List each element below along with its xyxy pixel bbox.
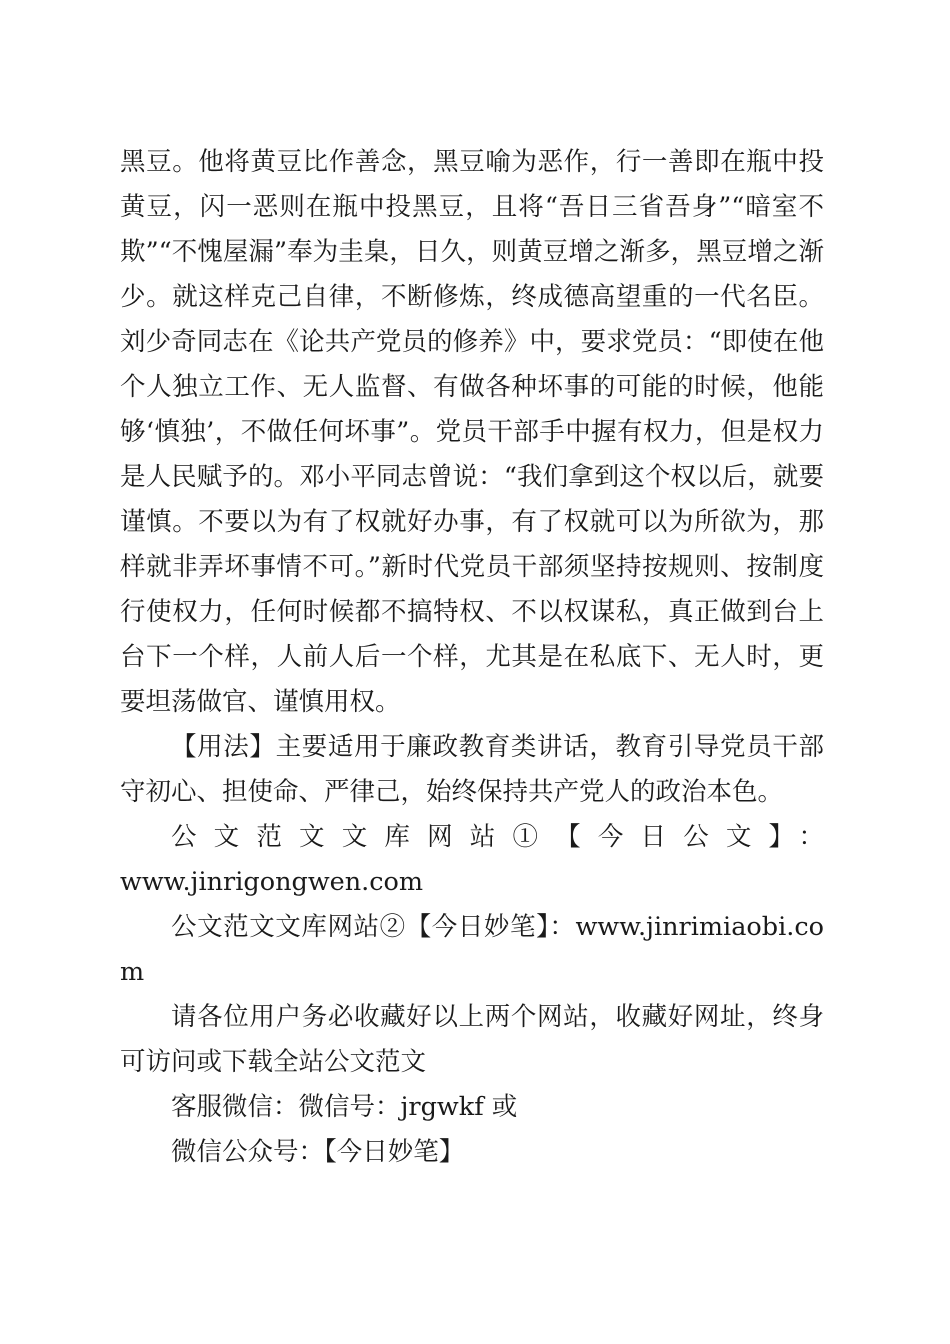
notice-paragraph: 请各位用户务必收藏好以上两个网站，收藏好网址，终身可访问或下载全站公文范文: [120, 1002, 824, 1077]
site1-url: www.jinrigongwen.com: [120, 867, 424, 897]
site2-line: 公文范文文库网站②【今日妙笔】：www.jinrimiaobi.com: [120, 912, 824, 987]
wechat-service-line: 客服微信：微信号：jrgwkf 或: [171, 1092, 518, 1122]
usage-paragraph: 【用法】主要适用于廉政教育类讲话，教育引导党员干部守初心、担使命、严律己，始终保持共产党人的政治本色。: [120, 732, 824, 807]
site1-label: 公文范文文库网站①【今日公文】：: [171, 822, 824, 852]
main-paragraph: 黑豆。他将黄豆比作善念，黑豆喻为恶作，行一善即在瓶中投黄豆，闪一恶则在瓶中投黑豆，且将“吾日三省吾身”“暗室不欺”“不愧屋漏”奉为圭臬，日久，则黄豆增之渐多，黑豆增之渐少。就这样克己自律，不断修炼，终成德高望重的一代名臣。刘少奇同志在《论共产党员的修养》中，要求党员：“即使在他个人独立工作、无人监督、有做各种坏事的可能的时候，他能够‘慎独’，不做任何坏事”。党员干部手中握有权力，但是权力是人民赋予的。邓小平同志曾说：“我们拿到这个权以后，就要谨慎。不要以为有了权就好办事，有了权就可以为所欲为，那样就非弄坏事情不可。”新时代党员干部须坚持按规则、按制度行使权力，任何时候都不搞特权、不以权谋私，真正做到台上台下一个样，人前人后一个样，尤其是在私底下、无人时，更要坦荡做官、谨慎用权。: [120, 147, 824, 717]
wechat-public-line: 微信公众号：【今日妙笔】: [171, 1137, 465, 1167]
document-body: [120, 140, 824, 1175]
